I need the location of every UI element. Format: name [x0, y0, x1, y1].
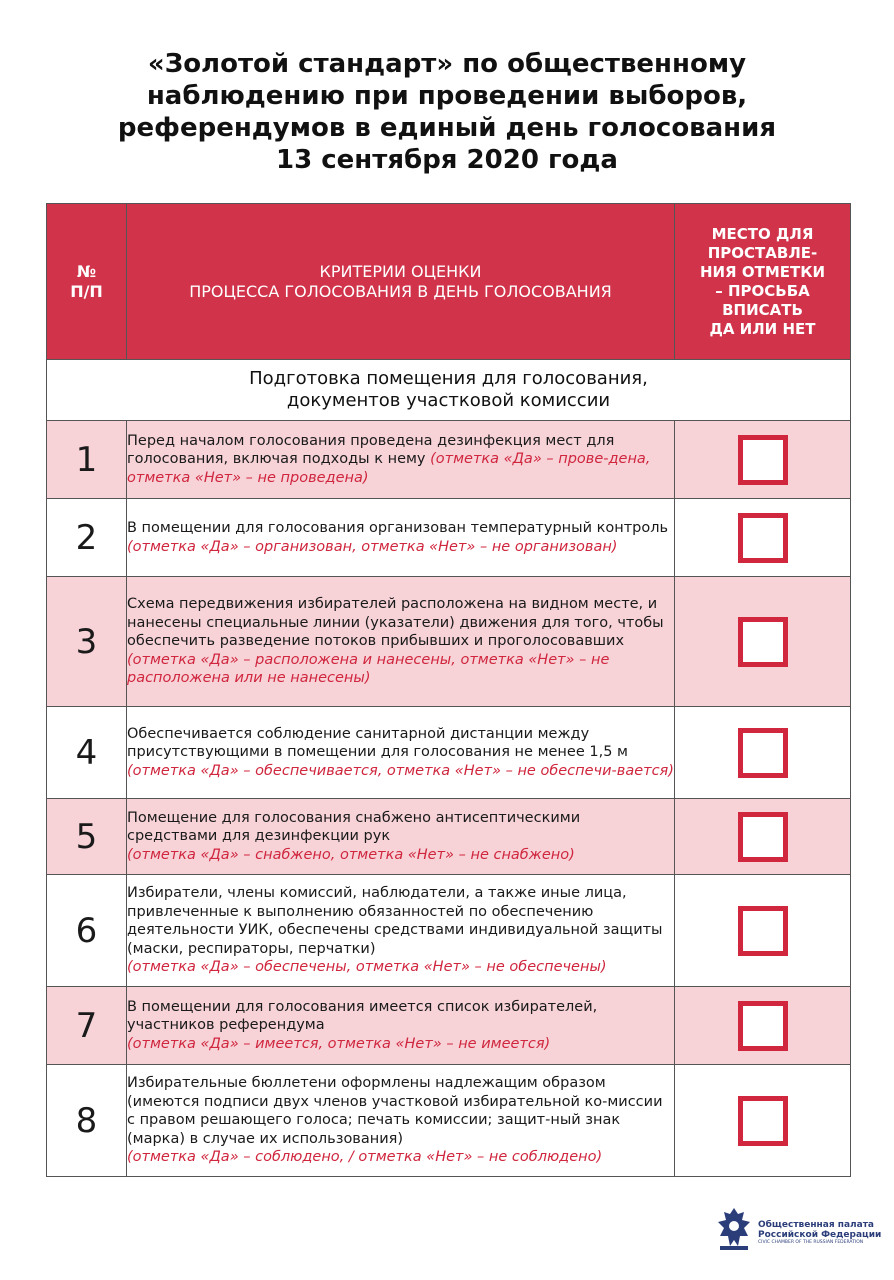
mark-cell	[675, 1065, 851, 1177]
section-heading-line: документов участковой комиссии	[286, 390, 611, 411]
table-row	[47, 421, 851, 499]
mark-checkbox[interactable]	[738, 728, 788, 778]
page-title	[0, 48, 894, 176]
mark-cell	[675, 799, 851, 875]
criterion-text: В помещении для голосования имеется список избирателей, участников референдума	[127, 998, 598, 1034]
header-mark	[675, 204, 851, 360]
row-number: 6	[47, 875, 127, 987]
table-row	[47, 577, 851, 707]
header-criteria	[127, 204, 675, 360]
criterion-text: Перед началом голосования проведена дезинфекция мест для голосования, включая подходы к нему	[127, 432, 615, 468]
section-heading	[47, 360, 851, 421]
mark-checkbox[interactable]	[738, 1096, 788, 1146]
criterion-text: Помещение для голосования снабжено антисептическими средствами для дезинфекции рук	[127, 809, 581, 845]
mark-checkbox[interactable]	[738, 906, 788, 956]
header-mark-line: ПРОСТАВЛЕ-	[707, 243, 818, 262]
row-criterion	[127, 421, 675, 499]
mark-cell	[675, 707, 851, 799]
mark-cell	[675, 987, 851, 1065]
header-number	[47, 204, 127, 360]
header-mark-line: НИЯ ОТМЕТКИ	[699, 262, 826, 281]
title-line: 13 сентября 2020 года	[276, 145, 618, 175]
table-row	[47, 875, 851, 987]
section-heading-line: Подготовка помещения для голосования,	[249, 368, 648, 389]
row-number: 2	[47, 499, 127, 577]
row-number: 3	[47, 577, 127, 707]
criterion-note: (отметка «Да» – имеется, отметка «Нет» – не имеется)	[127, 1035, 551, 1052]
logo-text	[758, 1220, 881, 1246]
criterion-text: Схема передвижения избирателей расположена на видном месте, и нанесены специальные линии (указатели) движения для того, чтобы обеспечить разведение потоков прибывших и проголосовавших	[127, 596, 664, 650]
logo-line: Общественная палата	[758, 1220, 875, 1230]
mark-cell	[675, 577, 851, 707]
header-number-line: №	[76, 261, 97, 281]
row-number: 1	[47, 421, 127, 499]
mark-checkbox[interactable]	[738, 513, 788, 563]
logo-line: Российской Федерации	[758, 1230, 882, 1240]
mark-checkbox[interactable]	[738, 435, 788, 485]
title-line: «Золотой стандарт» по общественному	[147, 49, 747, 79]
table-row	[47, 799, 851, 875]
header-mark-yes-or: ДА ИЛИ	[709, 319, 783, 338]
criterion-note: (отметка «Да» – обеспечены, отметка «Нет» – не обеспечены)	[127, 959, 607, 976]
row-criterion	[127, 499, 675, 577]
row-criterion	[127, 1065, 675, 1177]
row-criterion	[127, 707, 675, 799]
criterion-text: В помещении для голосования организован температурный контроль	[127, 520, 669, 536]
mark-cell	[675, 421, 851, 499]
table-row	[47, 499, 851, 577]
criterion-note: (отметка «Да» – соблюдено, / отметка «Нет» – не соблюдено)	[127, 1149, 603, 1166]
row-number: 5	[47, 799, 127, 875]
row-number: 4	[47, 707, 127, 799]
section-row	[47, 360, 851, 421]
mark-checkbox[interactable]	[738, 617, 788, 667]
header-criteria-line: ПРОЦЕССА ГОЛОСОВАНИЯ В ДЕНЬ ГОЛОСОВАНИЯ	[189, 281, 612, 301]
table-row	[47, 1065, 851, 1177]
criterion-text: Избиратели, члены комиссий, наблюдатели, а также иные лица, привлеченные к выполнению обязанностей по обеспечению деятельности УИК, обеспечены средствами индивидуальной защиты (маски, респираторы, перчатки)	[127, 885, 663, 957]
civic-chamber-logo	[714, 1206, 882, 1254]
criterion-text: Обеспечивается соблюдение санитарной дистанции между присутствующими в помещении для голосования не менее 1,5 м	[127, 725, 628, 761]
criteria-table	[46, 203, 851, 1177]
header-mark-line: – ПРОСЬБА	[715, 281, 810, 300]
logo-line: CIVIC CHAMBER OF THE RUSSIAN FEDERATION	[758, 1240, 864, 1245]
mark-checkbox[interactable]	[738, 812, 788, 862]
header-mark-line: ВПИСАТЬ	[722, 300, 803, 319]
header-mark-line: МЕСТО ДЛЯ	[711, 224, 814, 243]
header-criteria-line: КРИТЕРИИ ОЦЕНКИ	[319, 261, 482, 281]
row-number: 8	[47, 1065, 127, 1177]
mark-cell	[675, 875, 851, 987]
table-row	[47, 987, 851, 1065]
row-criterion	[127, 799, 675, 875]
row-criterion	[127, 875, 675, 987]
row-criterion	[127, 577, 675, 707]
title-line: наблюдению при проведении выборов,	[146, 81, 748, 111]
header-mark-no: НЕТ	[782, 319, 816, 338]
row-criterion	[127, 987, 675, 1065]
title-line: референдумов в единый день голосования	[117, 113, 777, 143]
table-header-row	[47, 204, 851, 360]
mark-checkbox[interactable]	[738, 1001, 788, 1051]
table-row	[47, 707, 851, 799]
criterion-note: (отметка «Да» – расположена и нанесены, отметка «Нет» – не расположена или не нанесены)	[127, 651, 610, 687]
mark-cell	[675, 499, 851, 577]
criterion-note: (отметка «Да» – прове-дена, отметка «Нет» – не проведена)	[127, 451, 651, 486]
criterion-note: (отметка «Да» – организован, отметка «Нет» – не организован)	[127, 538, 618, 555]
criterion-text: Избирательные бюллетени оформлены надлежащим образом (имеются подписи двух членов участковой избирательной ко-миссии с правом решающего голоса; печать комиссии; защит-ный знак (марка) в случае их использования)	[127, 1075, 663, 1147]
criterion-note: (отметка «Да» – снабжено, отметка «Нет» – не снабжено)	[127, 846, 575, 863]
civic-chamber-emblem-icon	[714, 1206, 754, 1252]
header-number-line: П/П	[70, 281, 103, 301]
row-number: 7	[47, 987, 127, 1065]
criterion-note: (отметка «Да» – обеспечивается, отметка «Нет» – не обеспечи-вается)	[127, 762, 674, 779]
